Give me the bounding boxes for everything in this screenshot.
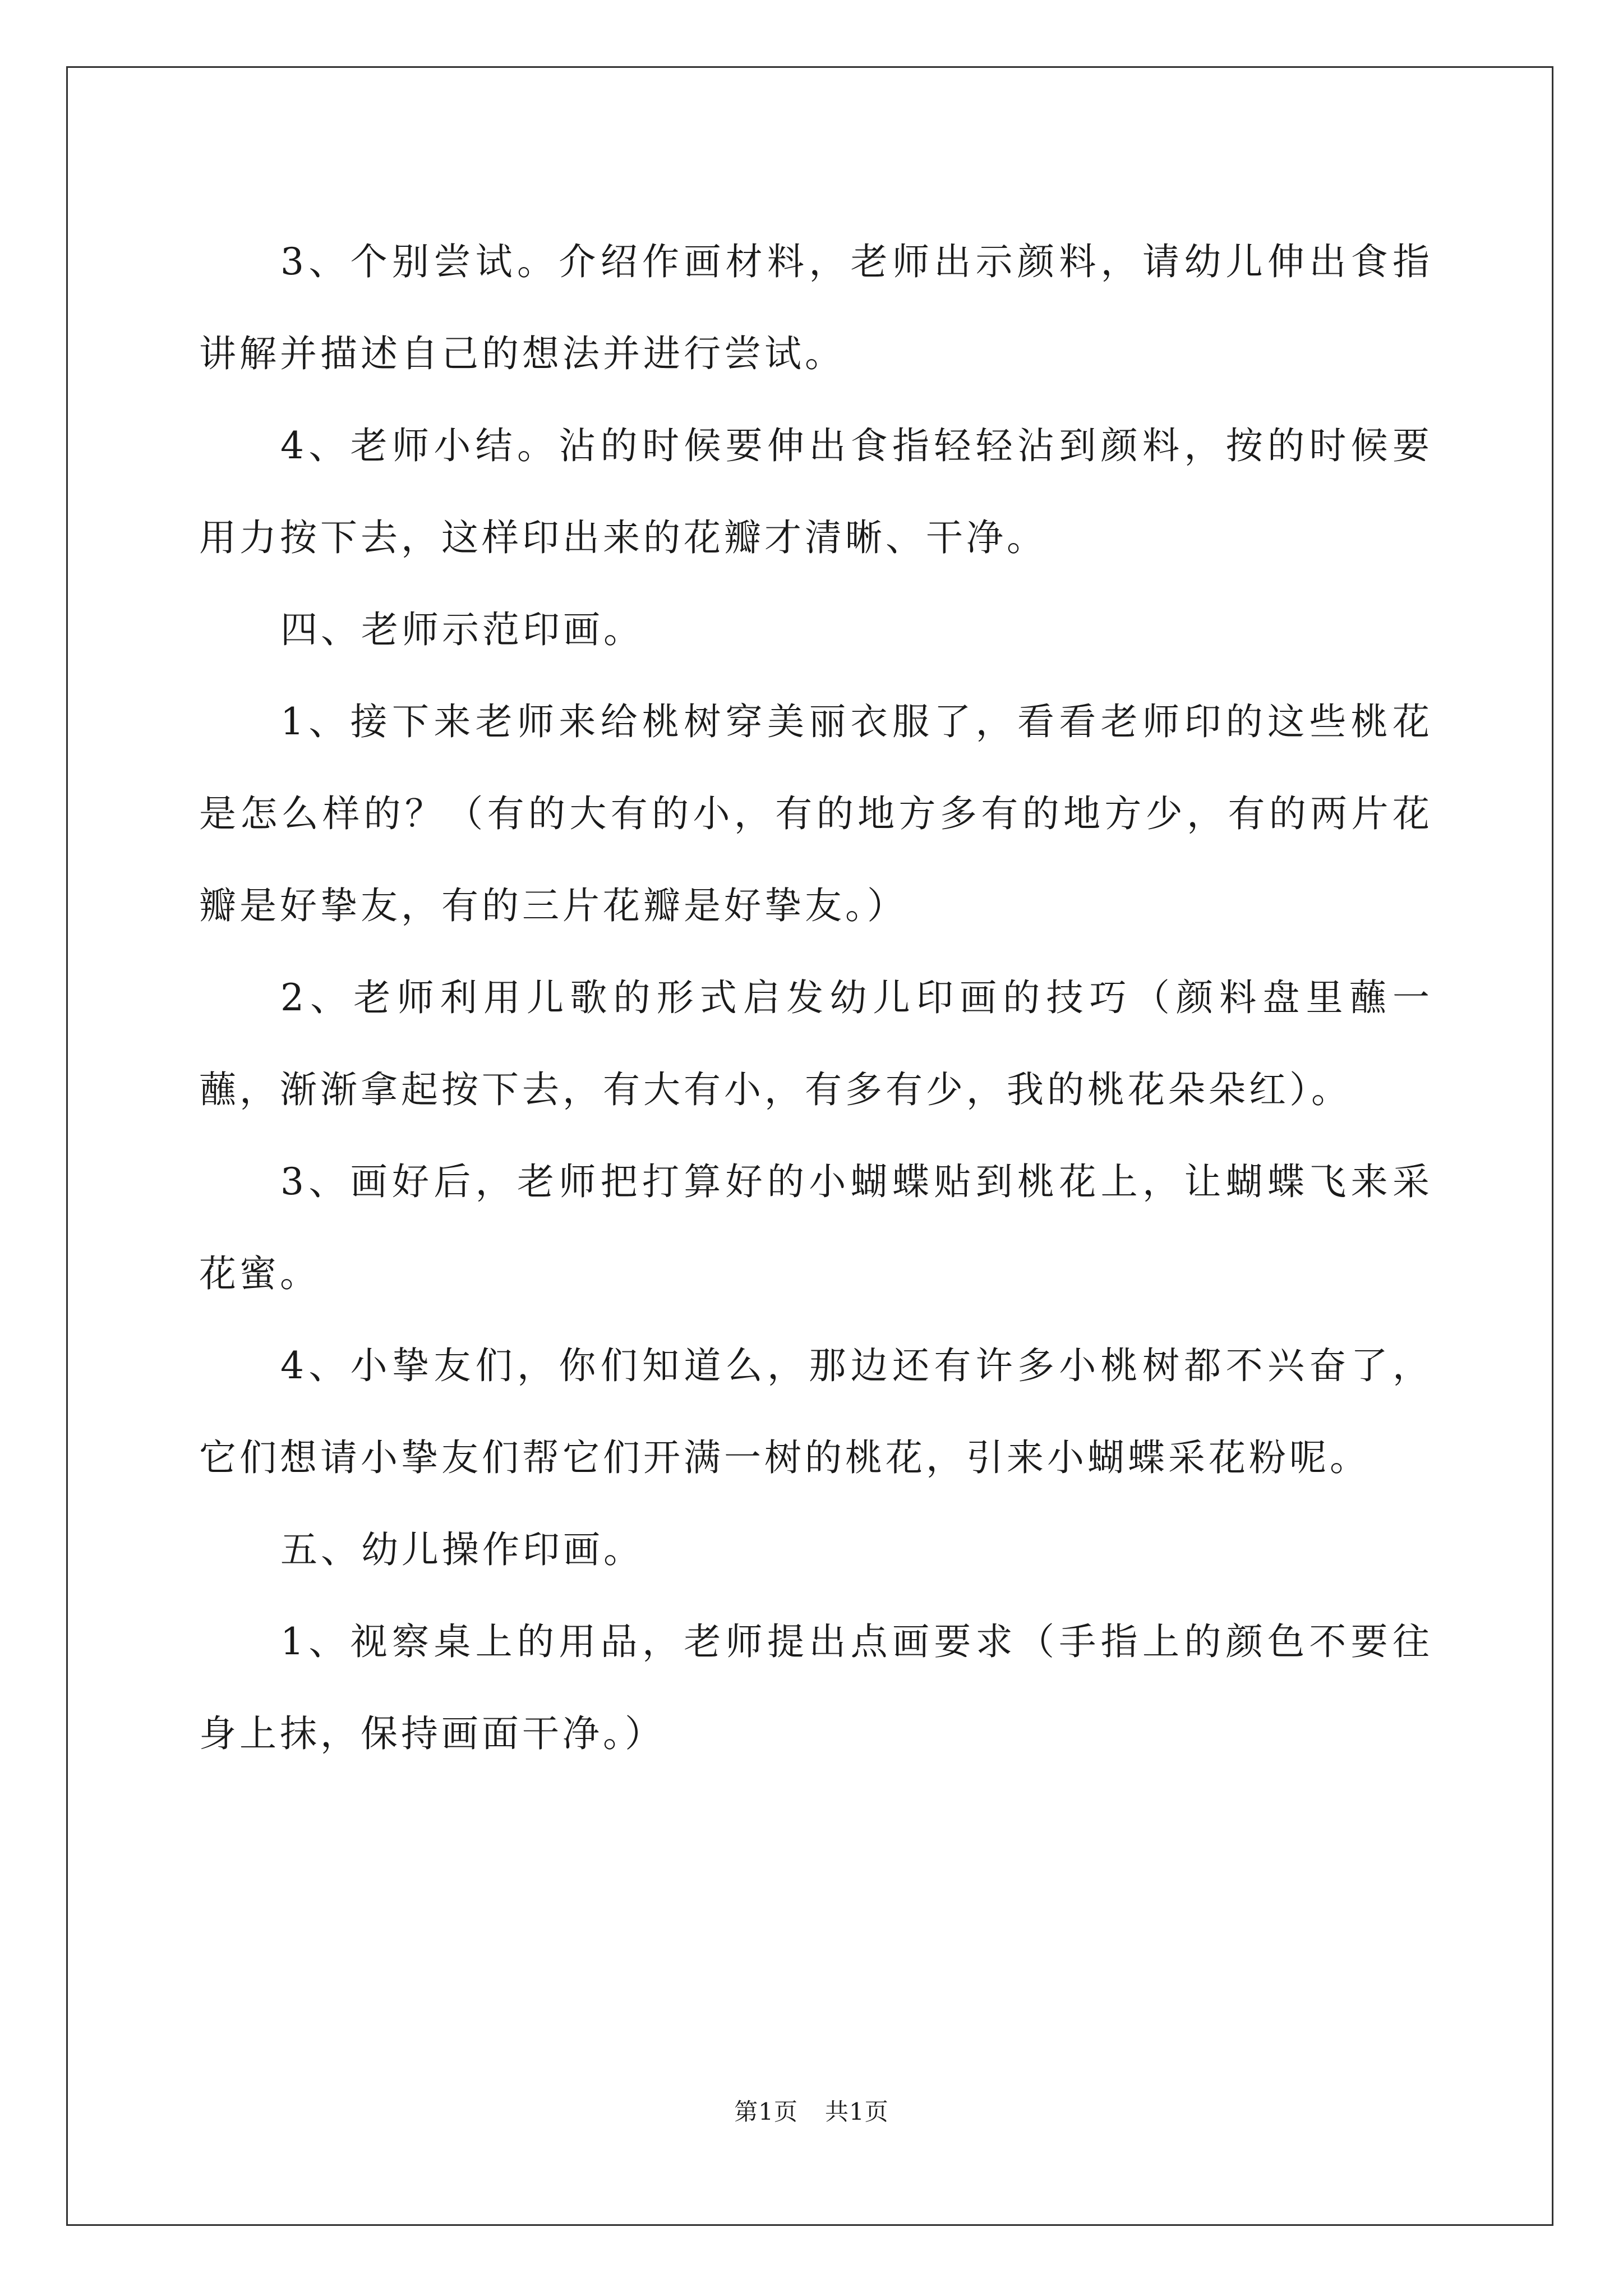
heading-child-practice: 五、幼儿操作印画。: [280, 1528, 644, 1571]
document-body: [199, 216, 1433, 1780]
paragraph-invite-children: 4、小挚友们，你们知道么，那边还有许多小桃树都不兴奋了，它们想请小挚友们帮它们开满一树的桃花，引来小蝴蝶采花粉呢。: [199, 1344, 1433, 1479]
paragraph-observe-supplies: 1、视察桌上的用品，老师提出点画要求（手指上的颜色不要往身上抹，保持画面干净。）: [199, 1620, 1433, 1755]
paragraph-nursery-rhyme: 2、老师利用儿歌的形式启发幼儿印画的技巧（颜料盘里蘸一蘸，渐渐拿起按下去，有大有小，有多有少，我的桃花朵朵红）。: [199, 976, 1433, 1111]
paragraph-peach-blossom-question: 1、接下来老师来给桃树穿美丽衣服了，看看老师印的这些桃花是怎么样的？（有的大有的小，有的地方多有的地方少，有的两片花瓣是好挚友，有的三片花瓣是好挚友。）: [199, 700, 1433, 927]
paragraph-individual-attempt: 3、个别尝试。介绍作画材料，老师出示颜料，请幼儿伸出食指讲解并描述自己的想法并进行尝试。: [199, 240, 1433, 375]
paragraph-teacher-summary: 4、老师小结。沾的时候要伸出食指轻轻沾到颜料，按的时候要用力按下去，这样印出来的花瓣才清晰、干净。: [199, 424, 1433, 559]
page-footer: [0, 2095, 1623, 2129]
page-number-current: 第1页: [734, 2098, 798, 2125]
paragraph-butterfly: 3、画好后，老师把打算好的小蝴蝶贴到桃花上，让蝴蝶飞来采花蜜。: [199, 1160, 1433, 1295]
heading-teacher-demo: 四、老师示范印画。: [280, 608, 644, 651]
page-number-total: 共1页: [825, 2098, 889, 2125]
